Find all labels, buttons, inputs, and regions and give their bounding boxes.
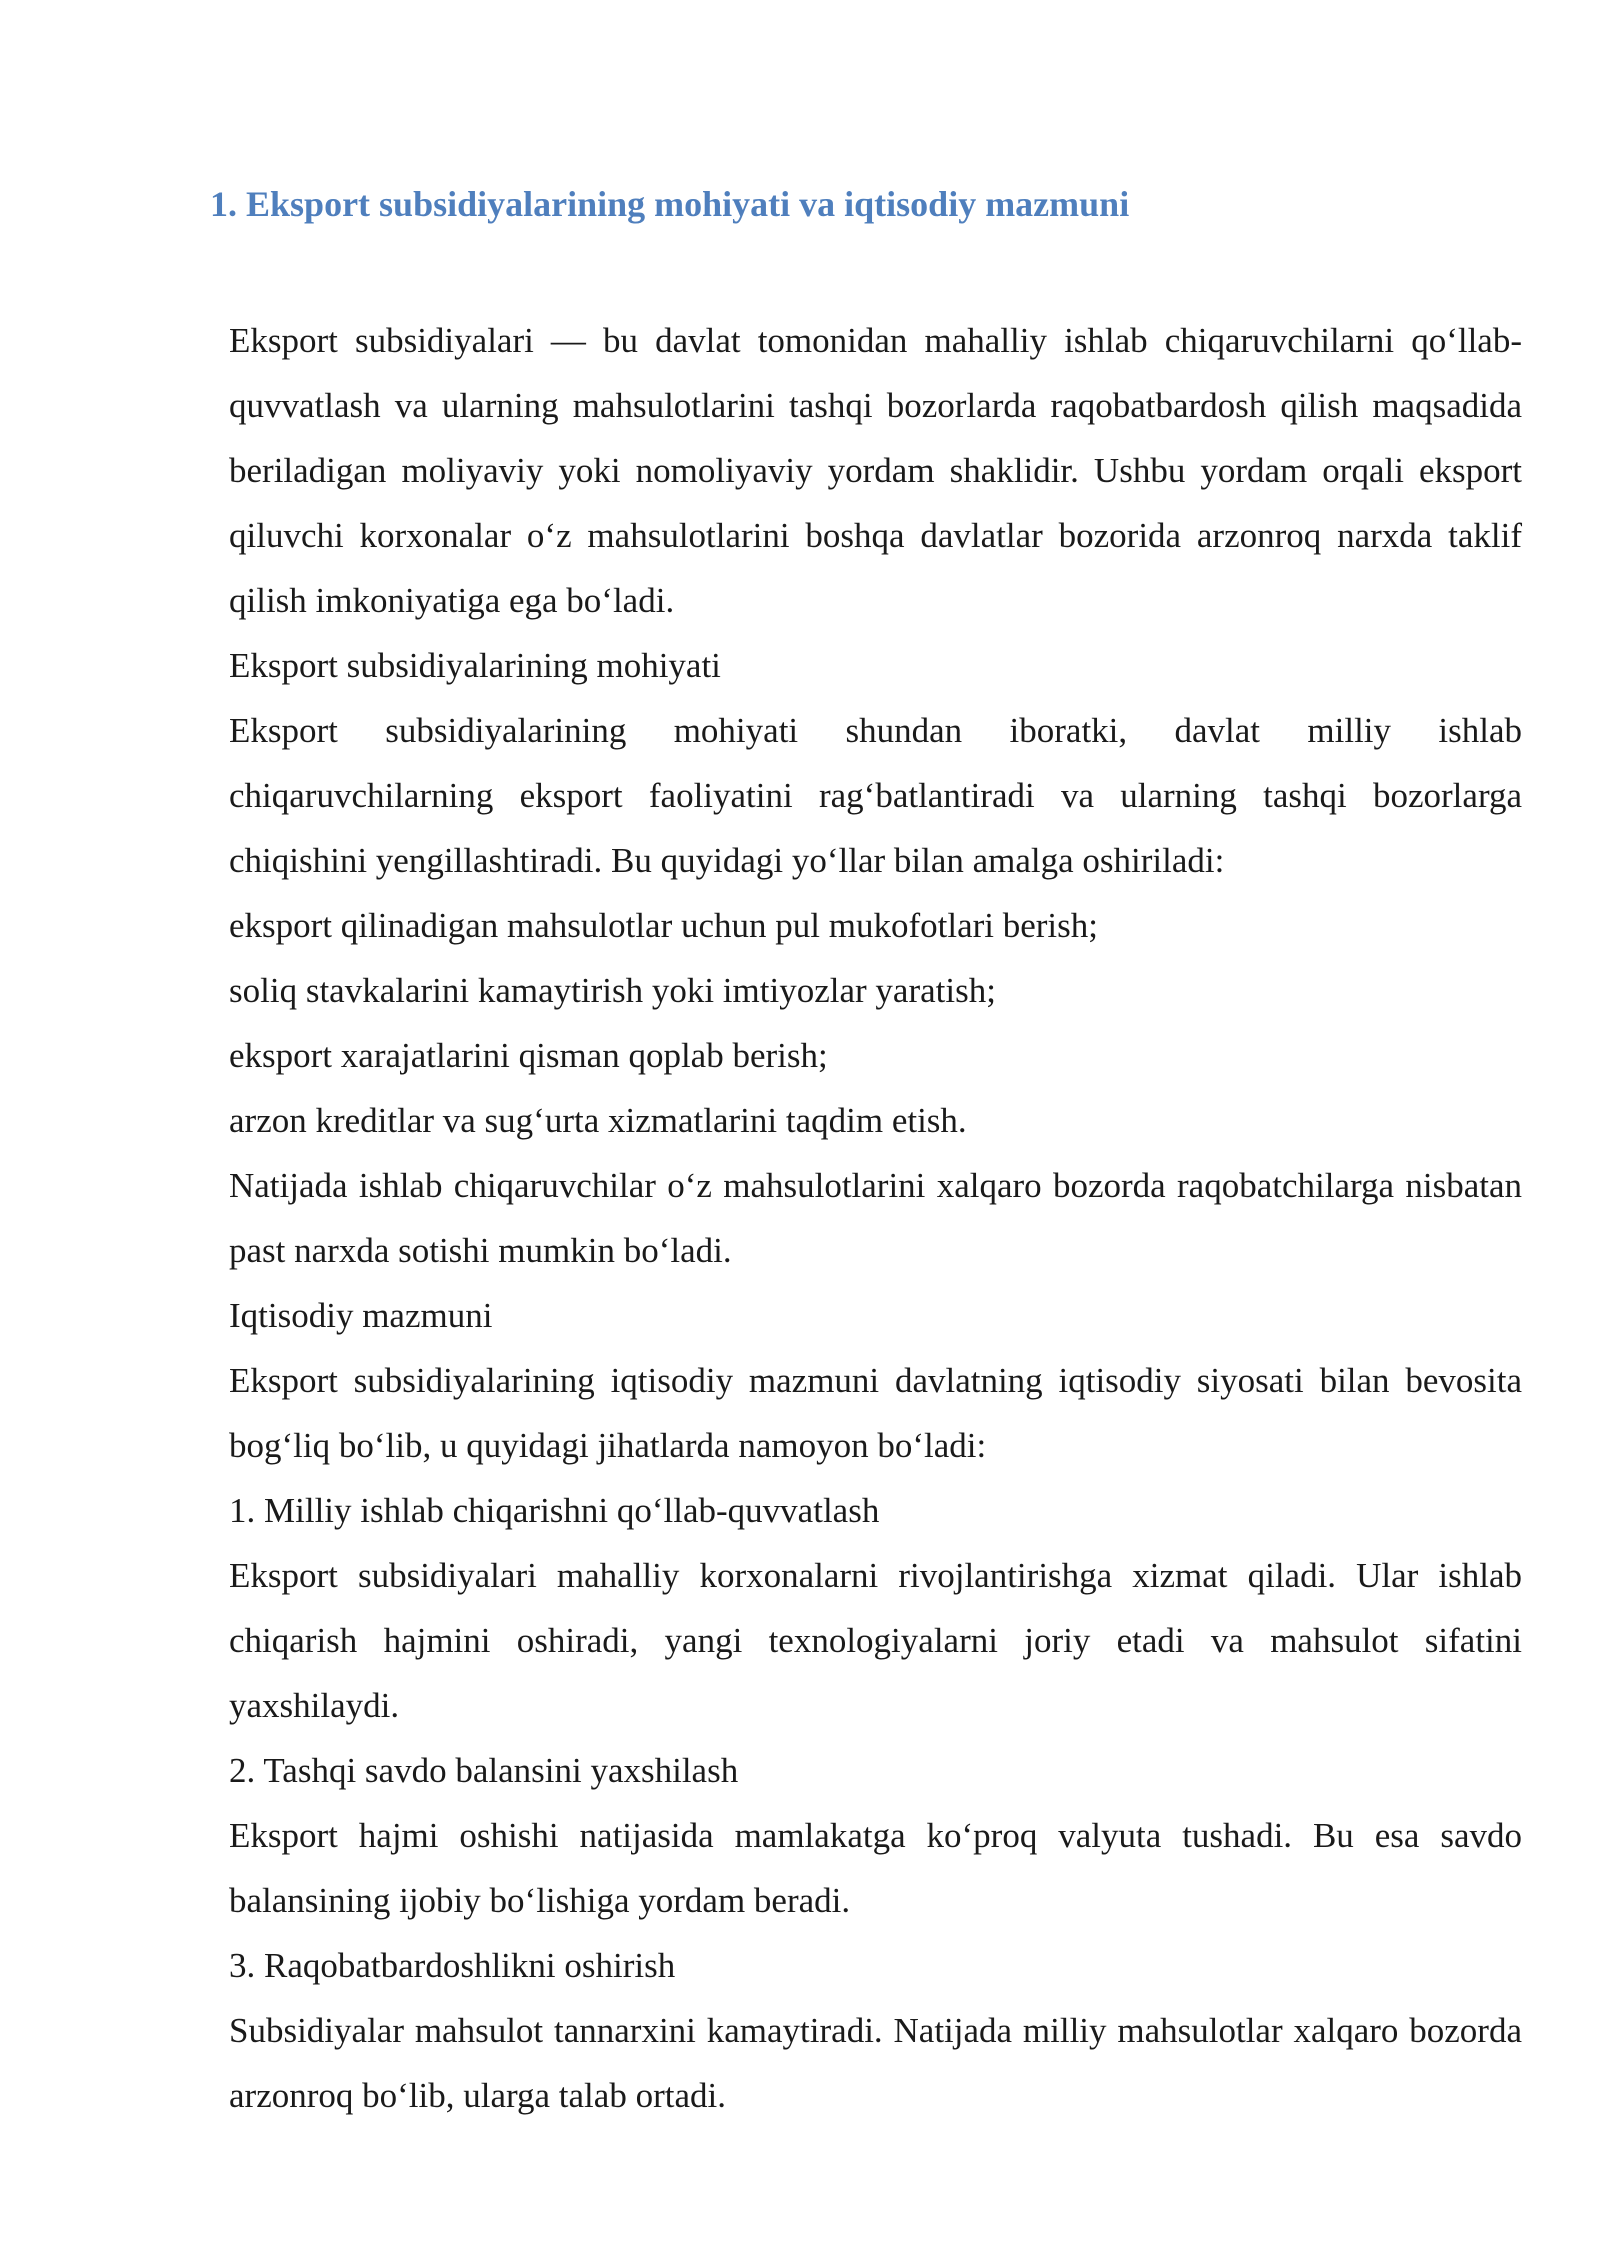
subheading-essence: Eksport subsidiyalarining mohiyati [229, 646, 721, 685]
numbered-heading-2: 2. Tashqi savdo balansini yaxshilash [229, 1751, 739, 1790]
numbered-heading-1: 1. Milliy ishlab chiqarishni qo‘llab-quvvatlash [229, 1491, 880, 1530]
paragraph-definition: Eksport subsidiyalari — bu davlat tomonidan mahalliy ishlab chiqaruvchilarni qo‘llab-quvvatlash va ularning mahsulotlarini tashqi bozorlarda raqobatbardosh qilish maqsadida beriladigan moliyaviy yoki nomoliyaviy yordam shaklidir. Ushbu yordam orqali eksport qiluvchi korxonalar o‘z mahsulotlarini boshqa davlatlar bozorida arzonroq narxda taklif qilish imkoniyatiga ega bo‘ladi. [229, 321, 1522, 620]
list-item: eksport xarajatlarini qisman qoplab berish; [229, 1036, 828, 1075]
section-heading: 1. Eksport subsidiyalarining mohiyati va iqtisodiy mazmuni [210, 184, 1130, 224]
document-body [229, 308, 1522, 2128]
paragraph-point-3: Subsidiyalar mahsulot tannarxini kamaytiradi. Natijada milliy mahsulotlar xalqaro bozorda arzonroq bo‘lib, ularga talab ortadi. [229, 2011, 1522, 2115]
list-item: arzon kreditlar va sug‘urta xizmatlarini taqdim etish. [229, 1101, 967, 1140]
numbered-heading-3: 3. Raqobatbardoshlikni oshirish [229, 1946, 676, 1985]
paragraph-result: Natijada ishlab chiqaruvchilar o‘z mahsulotlarini xalqaro bozorda raqobatchilarga nisbatan past narxda sotishi mumkin bo‘ladi. [229, 1166, 1522, 1270]
paragraph-economic: Eksport subsidiyalarining iqtisodiy mazmuni davlatning iqtisodiy siyosati bilan bevosita bog‘liq bo‘lib, u quyidagi jihatlarda namoyon bo‘ladi: [229, 1361, 1522, 1465]
paragraph-essence: Eksport subsidiyalarining mohiyati shundan iboratki, davlat milliy ishlab chiqaruvchilarning eksport faoliyatini rag‘batlantiradi va ularning tashqi bozorlarga chiqishini yengillashtiradi. Bu quyidagi yo‘llar bilan amalga oshiriladi: [229, 711, 1522, 880]
subheading-economic: Iqtisodiy mazmuni [229, 1296, 493, 1335]
paragraph-point-2: Eksport hajmi oshishi natijasida mamlakatga ko‘proq valyuta tushadi. Bu esa savdo balansining ijobiy bo‘lishiga yordam beradi. [229, 1816, 1522, 1920]
paragraph-point-1: Eksport subsidiyalari mahalliy korxonalarni rivojlantirishga xizmat qiladi. Ular ishlab chiqarish hajmini oshiradi, yangi texnologiyalarni joriy etadi va mahsulot sifatini yaxshilaydi. [229, 1556, 1522, 1725]
list-item: eksport qilinadigan mahsulotlar uchun pul mukofotlari berish; [229, 906, 1099, 945]
list-item: soliq stavkalarini kamaytirish yoki imtiyozlar yaratish; [229, 971, 996, 1010]
